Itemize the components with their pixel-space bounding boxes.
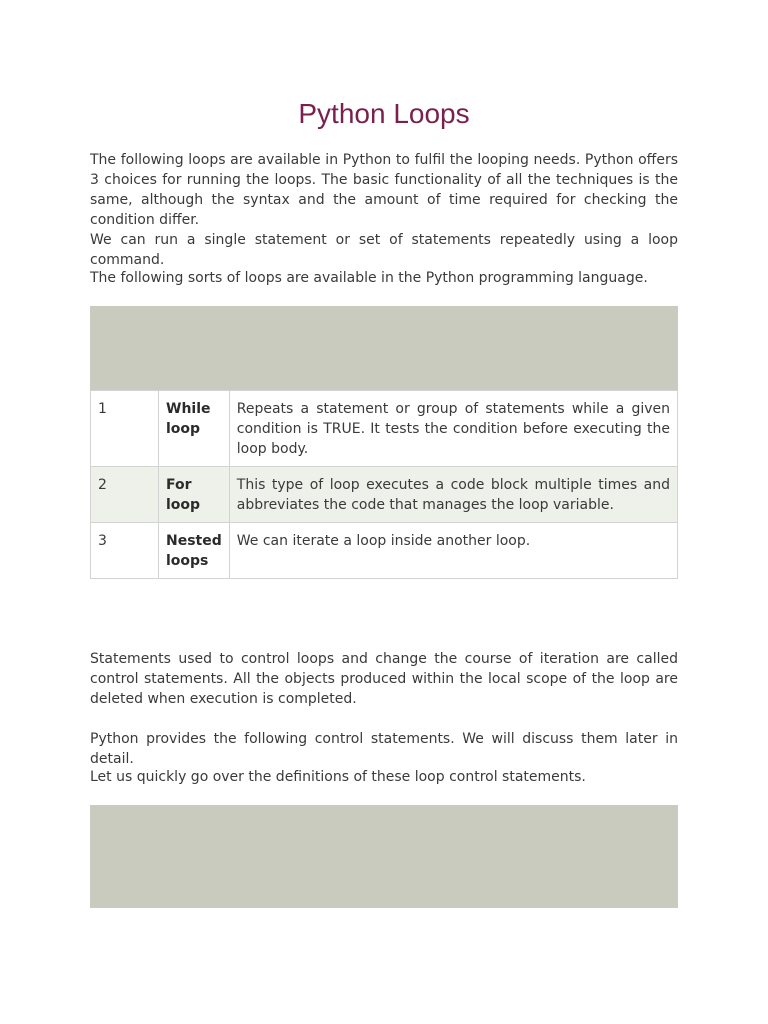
row-number: 3 <box>91 523 159 579</box>
loop-sorts-paragraph: The following sorts of loops are available in the Python programming language. <box>90 270 648 286</box>
control-table-header <box>90 805 678 908</box>
intro-paragraph: The following loops are available in Python to fulfil the looping needs. Python offers 3 choices for running the loops. The basic functionality of all the techniques is the same, although the syntax and the amount of time required for checking the condition differ. <box>90 152 678 228</box>
single-statement-paragraph: We can run a single statement or set of statements repeatedly using a loop command. <box>90 232 678 268</box>
loops-table <box>90 390 678 579</box>
page-title: Python Loops <box>298 98 470 129</box>
control-statements-paragraph: Statements used to control loops and change the course of iteration are called control statements. All the objects produced within the local scope of the loop are deleted when execution is completed. <box>90 651 678 707</box>
loop-name: While loop <box>159 391 230 467</box>
table-row <box>91 467 678 523</box>
loop-name: For loop <box>159 467 230 523</box>
row-number: 2 <box>91 467 159 523</box>
loops-table-header <box>90 306 678 390</box>
loop-name: Nested loops <box>159 523 230 579</box>
loop-description: We can iterate a loop inside another loop. <box>229 523 677 579</box>
table-row <box>91 391 678 467</box>
provides-paragraph: Python provides the following control statements. We will discuss them later in detail. <box>90 731 678 767</box>
definitions-paragraph: Let us quickly go over the definitions of these loop control statements. <box>90 769 586 785</box>
row-number: 1 <box>91 391 159 467</box>
table-row <box>91 523 678 579</box>
loop-description: Repeats a statement or group of statements while a given condition is TRUE. It tests the condition before executing the loop body. <box>229 391 677 467</box>
loop-description: This type of loop executes a code block multiple times and abbreviates the code that manages the loop variable. <box>229 467 677 523</box>
